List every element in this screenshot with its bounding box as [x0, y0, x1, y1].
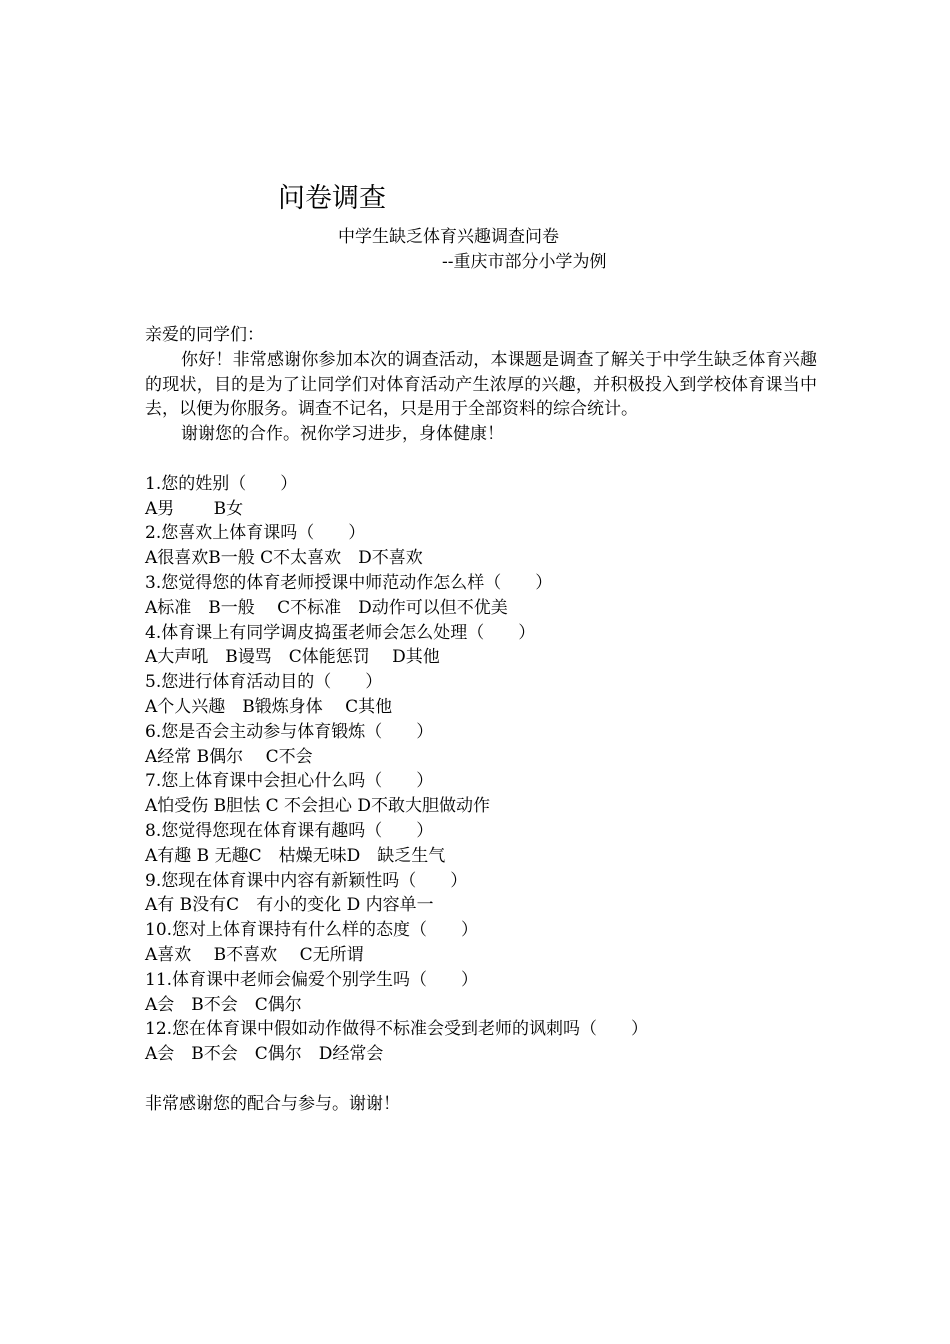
- question-7: 7.您上体育课中会担心什么吗（ ）: [145, 771, 434, 792]
- question-9-options: A有 B没有C 有小的变化 D 内容单一: [145, 895, 434, 916]
- intro-paragraph: 你好！非常感谢你参加本次的调查活动，本课题是调查了解关于中学生缺乏体育兴趣的现状，目的是为了让同学们对体育活动产生浓厚的兴趣，并积极投入到学校体育课当中去，以便为你服务。调查不记名，只是用于全部资料的综合统计。: [145, 349, 817, 420]
- question-1: 1.您的姓别（ ）: [145, 473, 298, 494]
- spacer: [145, 1067, 817, 1092]
- question-1-options: A男 B女: [145, 498, 244, 519]
- question-9: 9.您现在体育课中内容有新颖性吗（ ）: [145, 870, 468, 891]
- question-6: 6.您是否会主动参与体育锻炼（ ）: [145, 721, 434, 742]
- question-3-options: A标准 B一般 C不标准 D动作可以但不优美: [145, 597, 508, 618]
- survey-subtitle: 中学生缺乏体育兴趣调查问卷: [338, 227, 559, 247]
- question-12-options: A会 B不会 C偶尔 D经常会: [145, 1044, 384, 1065]
- question-10: 10.您对上体育课持有什么样的态度（ ）: [145, 920, 479, 941]
- question-4: 4.体育课上有同学调皮捣蛋老师会怎么处理（ ）: [145, 622, 536, 643]
- question-10-options: A喜欢 B不喜欢 C无所谓: [145, 944, 364, 965]
- survey-subtitle-sub: --重庆市部分小学为例: [442, 252, 607, 272]
- question-2: 2.您喜欢上体育课吗（ ）: [145, 523, 366, 544]
- question-2-options: A很喜欢B一般 C不太喜欢 D不喜欢: [145, 548, 423, 569]
- document-title: 问卷调查: [278, 183, 386, 214]
- spacer: [145, 447, 817, 472]
- question-5: 5.您进行体育活动目的（ ）: [145, 672, 383, 693]
- question-5-options: A个人兴趣 B锻炼身体 C其他: [145, 696, 393, 717]
- question-6-options: A经常 B偶尔 C不会: [145, 746, 313, 767]
- question-4-options: A大声吼 B谩骂 C体能惩罚 D其他: [145, 647, 440, 668]
- question-8: 8.您觉得您现在体育课有趣吗（ ）: [145, 820, 434, 841]
- thanks-line: 谢谢您的合作。祝你学习进步，身体健康！: [181, 424, 504, 445]
- question-8-options: A有趣 B 无趣C 枯燥无味D 缺乏生气: [145, 845, 446, 866]
- salutation: 亲爱的同学们：: [145, 325, 264, 345]
- question-7-options: A怕受伤 B胆怯 C 不会担心 D不敢大胆做动作: [145, 796, 491, 817]
- question-11: 11.体育课中老师会偏爱个别学生吗（ ）: [145, 969, 479, 990]
- question-12: 12.您在体育课中假如动作做得不标准会受到老师的讽刺吗（ ）: [145, 1019, 649, 1040]
- question-3: 3.您觉得您的体育老师授课中师范动作怎么样（ ）: [145, 572, 553, 593]
- question-11-options: A会 B不会 C偶尔: [145, 994, 302, 1015]
- survey-body: [145, 323, 817, 1117]
- closing-line: 非常感谢您的配合与参与。谢谢！: [145, 1093, 400, 1114]
